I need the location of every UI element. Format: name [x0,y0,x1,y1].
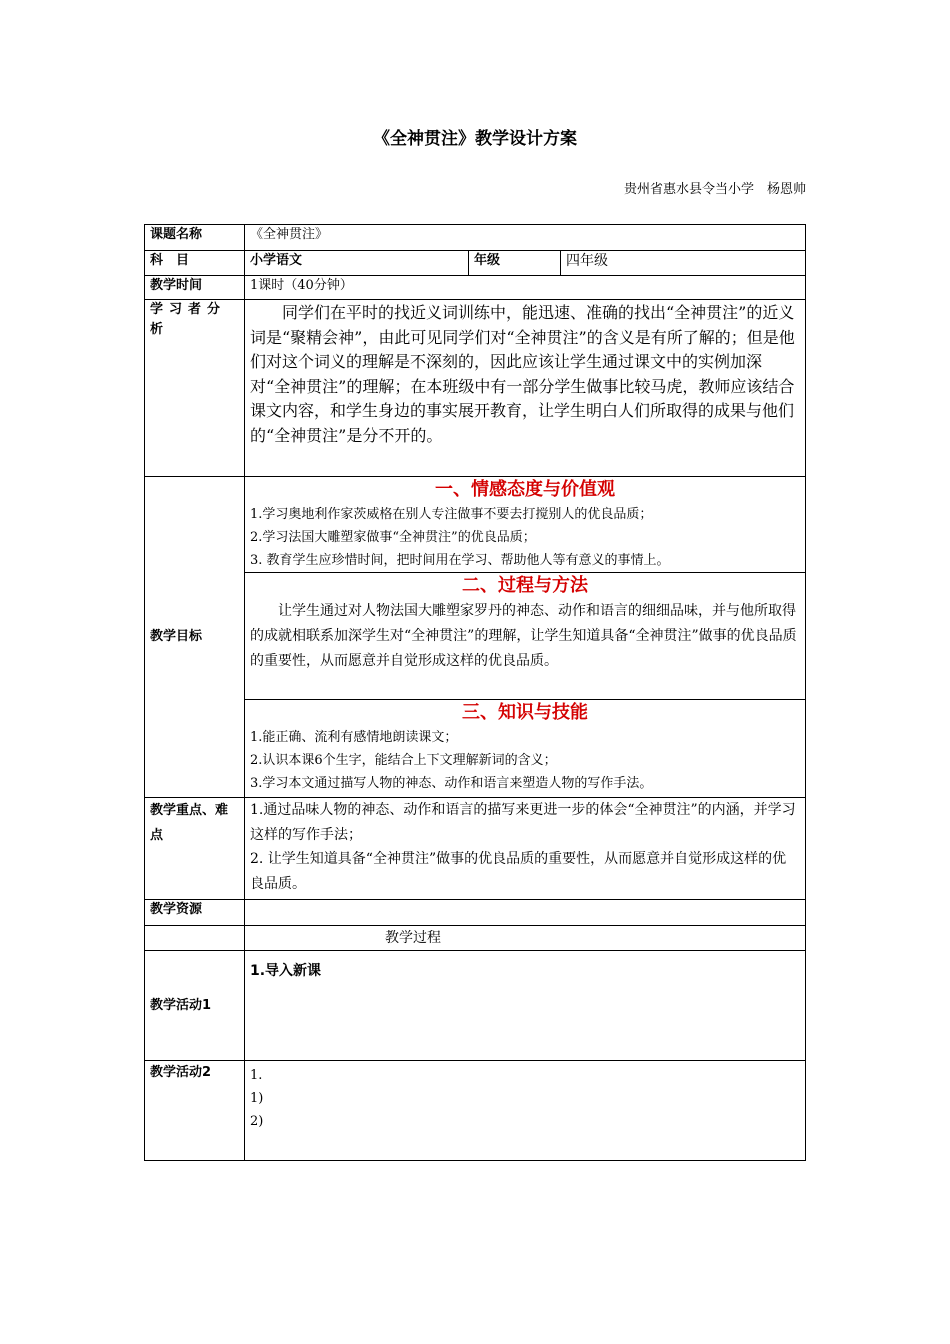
row-activity-2 [145,1061,806,1161]
goal-knowledge-item: 1.能正确、流利有感情地朗读课文； [250,730,458,745]
course-name-value: 《全神贯注》 [245,225,806,251]
goal-knowledge-item: 2.认识本课6个生字，能结合上下文理解新词的含义； [250,753,557,768]
goals-label: 教学目标 [145,477,245,798]
grade-value: 四年级 [561,251,806,276]
row-learner [145,300,806,477]
activity1-cell [245,951,806,1061]
row-activity-1 [145,951,806,1061]
time-label: 教学时间 [145,276,245,300]
row-key-points [145,798,806,900]
activity2-item: 1. [250,1068,263,1083]
learner-text: 同学们在平时的找近义词训练中，能迅速、准确的找出“全神贯注”的近义词是“聚精会神”，由此可见同学们对“全神贯注”的含义是有所了解的；但是他们对这个词义的理解是不深刻的，因此应该让学生通过课文中的实例加深对“全神贯注”的理解；在本班级中有一部分学生做事比较马虎，教师应该结合课文内容，和学生身边的事实展开教育，让学生明白人们所取得的成果与他们的“全神贯注”是分不开的。 [250,303,795,445]
learner-analysis [245,300,806,477]
grade-label: 年级 [469,251,561,276]
row-goals-2 [145,573,806,700]
goal-process-cell [245,573,806,700]
row-course-name [145,225,806,251]
process-blank [145,926,245,951]
goal-emotion-item: 2.学习法国大雕塑家做事“全神贯注”的优良品质； [250,530,536,545]
row-resources [145,900,806,926]
author-line: 贵州省惠水县令当小学 杨恩帅 [623,182,806,197]
goal-emotion-cell [245,477,806,573]
subject-value: 小学语文 [245,251,469,276]
row-goals-1 [145,477,806,573]
goal-emotion-item: 1.学习奥地利作家茨威格在别人专注做事不要去打搅别人的优良品质； [250,507,653,522]
goal-knowledge-heading: 三、知识与技能 [462,702,588,723]
resources-value [245,900,806,926]
row-time [145,276,806,300]
row-goals-3 [145,700,806,798]
activity2-cell [245,1061,806,1161]
goal-emotion-item: 3. 教育学生应珍惜时间，把时间用在学习、帮助他人等有意义的事情上。 [250,553,670,568]
process-heading: 教学过程 [245,926,806,951]
activity2-label: 教学活动2 [145,1061,245,1161]
resources-label: 教学资源 [145,900,245,926]
activity2-item: 2) [250,1114,264,1129]
row-process [145,926,806,951]
goal-knowledge-item: 3.学习本文通过描写人物的神态、动作和语言来塑造人物的写作手法。 [250,776,653,791]
subject-label: 科 目 [145,251,245,276]
key-point-item: 1.通过品味人物的神态、动作和语言的描写来更进一步的体会“全神贯注”的内涵，并学习这样的写作手法； [250,802,796,843]
lesson-plan-table [144,224,806,1161]
goal-emotion-heading: 一、情感态度与价值观 [435,479,615,500]
time-value: 1课时（40分钟） [245,276,806,300]
key-points-cell [245,798,806,900]
key-point-item: 2. 让学生知道具备“全神贯注”做事的优良品质的重要性，从而愿意并自觉形成这样的优良品质。 [250,851,787,892]
document-title: 《全神贯注》教学设计方案 [373,129,577,149]
learner-label: 学习者分析 [145,300,245,477]
course-name-label: 课题名称 [145,225,245,251]
goal-process-heading: 二、过程与方法 [462,575,588,596]
activity2-item: 1) [250,1091,264,1106]
key-points-label: 教学重点、难点 [145,798,245,900]
goal-knowledge-cell [245,700,806,798]
activity1-item: 1.导入新课 [250,963,322,979]
row-subject [145,251,806,276]
goal-process-text: 让学生通过对人物法国大雕塑家罗丹的神态、动作和语言的细细品味，并与他所取得的成就相联系加深学生对“全神贯注”的理解，让学生知道具备“全神贯注”做事的优良品质的重要性，从而愿意并自觉形成这样的优良品质。 [250,603,797,669]
activity1-label: 教学活动1 [145,951,245,1061]
